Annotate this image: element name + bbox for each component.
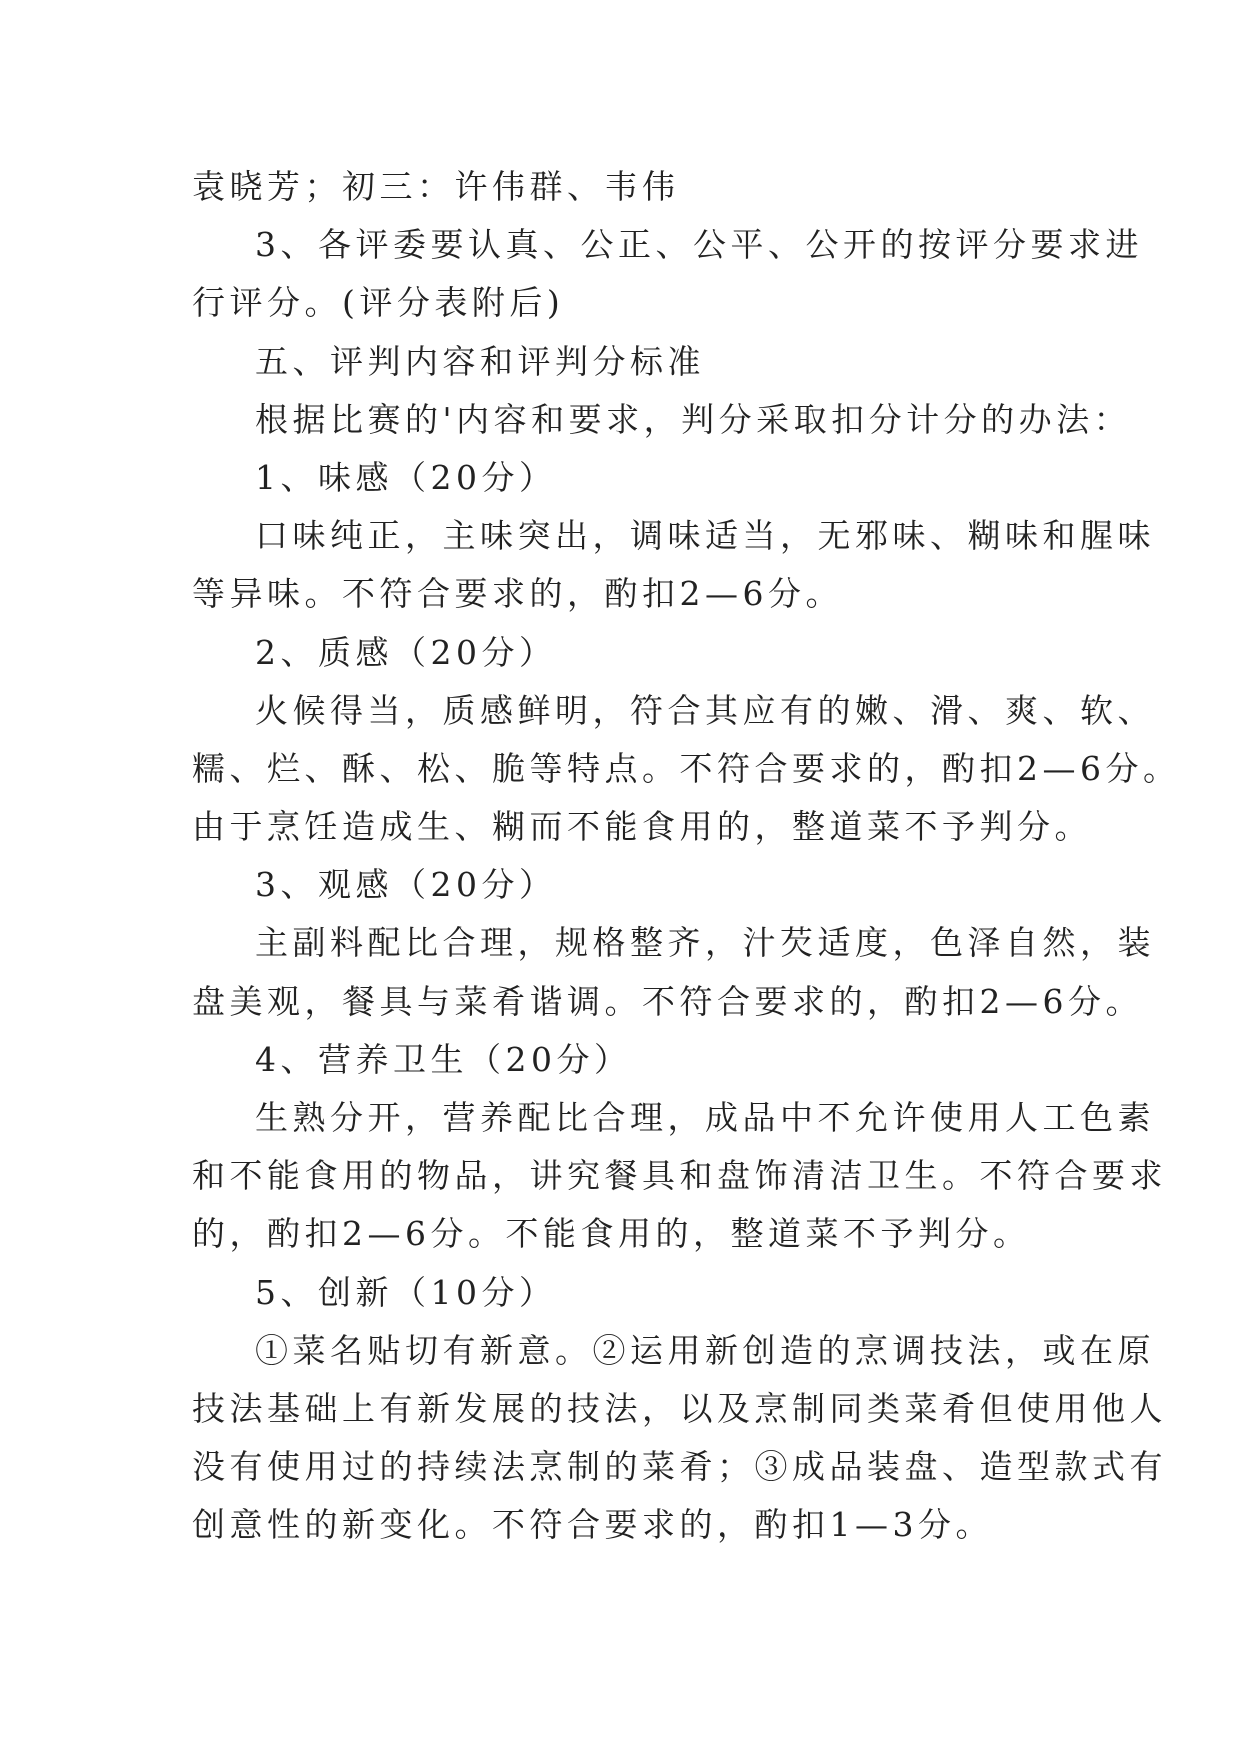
text-line: 口味纯正，主味突出，调味适当，无邪味、糊味和腥味 (255, 516, 1155, 556)
text-line: 根据比赛的'内容和要求，判分采取扣分计分的办法： (255, 399, 1132, 439)
section-heading: 五、评判内容和评判分标准 (255, 341, 705, 381)
text-line: 创意性的新变化。不符合要求的，酌扣1—3分。 (192, 1505, 993, 1545)
criterion-heading: 3、观感（20分） (255, 865, 557, 905)
text-line: 等异味。不符合要求的，酌扣2—6分。 (192, 574, 843, 614)
text-line: 由于烹饪造成生、糊而不能食用的，整道菜不予判分。 (192, 807, 1092, 847)
text-line: 技法基础上有新发展的技法，以及烹制同类菜肴但使用他人 (192, 1388, 1167, 1428)
criterion-heading: 1、味感（20分） (255, 457, 557, 497)
text-line: 的，酌扣2—6分。不能食用的，整道菜不予判分。 (192, 1214, 1031, 1254)
criterion-heading: 4、营养卫生（20分） (255, 1039, 632, 1079)
text-line: 火候得当，质感鲜明，符合其应有的嫩、滑、爽、软、 (255, 690, 1155, 730)
text-line: 没有使用过的持续法烹制的菜肴；③成品装盘、造型款式有 (192, 1447, 1167, 1487)
text-line: 袁晓芳；初三：许伟群、韦伟 (192, 167, 680, 206)
text-line: 行评分。(评分表附后) (192, 283, 565, 323)
text-line: 生熟分开，营养配比合理，成品中不允许使用人工色素 (255, 1098, 1155, 1137)
document-body (192, 158, 1181, 1555)
criterion-heading: 5、创新（10分） (255, 1272, 557, 1312)
text-line: 糯、烂、酥、松、脆等特点。不符合要求的，酌扣2—6分。 (192, 748, 1181, 788)
text-line: 和不能食用的物品，讲究餐具和盘饰清洁卫生。不符合要求 (192, 1156, 1167, 1196)
text-line: 3、各评委要认真、公正、公平、公开的按评分要求进 (255, 225, 1143, 265)
text-line: 盘美观，餐具与菜肴谐调。不符合要求的，酌扣2—6分。 (192, 981, 1143, 1021)
criterion-heading: 2、质感（20分） (255, 632, 557, 672)
text-line: ①菜名贴切有新意。②运用新创造的烹调技法，或在原 (255, 1330, 1155, 1370)
text-line: 主副料配比合理，规格整齐，汁芡适度，色泽自然，装 (255, 923, 1155, 963)
